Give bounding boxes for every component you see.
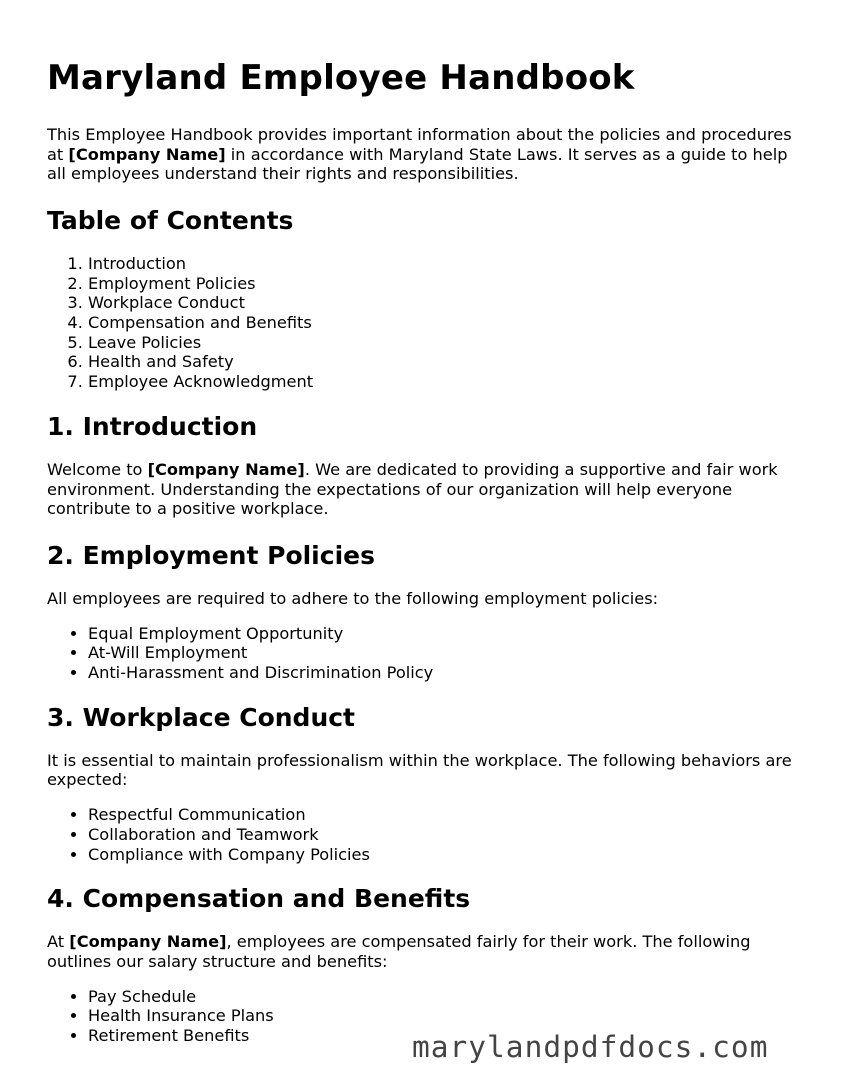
toc-item: 5. Leave Policies [88,333,807,353]
toc-item: 1. Introduction [88,254,807,274]
toc-item: 7. Employee Acknowledgment [88,372,807,392]
introduction-paragraph [47,460,807,519]
toc-item: 3. Workplace Conduct [88,293,807,313]
list-item: • Anti-Harassment and Discrimination Policy [88,663,807,683]
company-name-placeholder: [Company Name] [147,459,305,479]
conduct-paragraph: It is essential to maintain professionalism within the workplace. The following behaviors are expected: [47,750,792,790]
compensation-text-after: , employees are compensated fairly for their work. The following outlines our salary structure and benefits: [47,932,751,971]
toc-heading: Table of Contents [47,205,294,235]
conduct-list [47,805,807,864]
compensation-text-before: At [47,932,70,952]
list-item: • Pay Schedule [88,987,807,1007]
employment-paragraph: All employees are required to adhere to the following employment policies: [47,588,659,608]
watermark: marylandpdfdocs.com [412,1030,769,1064]
list-item: • Equal Employment Opportunity [88,624,807,644]
section-heading-compensation: 4. Compensation and Benefits [47,884,471,914]
page-title: Maryland Employee Handbook [47,58,635,98]
list-item: • At-Will Employment [88,643,807,663]
toc-list [47,254,807,392]
intro-text-before: This Employee Handbook provides important information about the policies and procedures at [47,124,792,164]
introduction-text-after: . We are dedicated to providing a supportive and fair work environment. Understanding the expectations of our organization will help everyone contribute to a positive workplace. [47,459,778,519]
section-heading-employment-policies: 2. Employment Policies [47,540,375,570]
employment-policies-list [47,624,807,683]
section-heading-introduction: 1. Introduction [47,411,258,441]
company-name-placeholder: [Company Name] [68,144,226,164]
intro-text-after: in accordance with Maryland State Laws. It serves as a guide to help all employees understand their rights and responsibilities. [47,144,788,184]
intro-paragraph [47,125,807,184]
introduction-text-before: Welcome to [47,459,148,479]
section-heading-workplace-conduct: 3. Workplace Conduct [47,702,356,732]
document-page [47,58,807,1066]
list-item: • Health Insurance Plans [88,1006,807,1026]
compensation-paragraph [47,932,807,971]
toc-item: 6. Health and Safety [88,352,807,372]
list-item: • Compliance with Company Policies [88,845,807,865]
company-name-placeholder: [Company Name] [69,932,227,952]
list-item: • Retirement Benefits [88,1026,807,1046]
toc-item: 4. Compensation and Benefits [88,313,807,333]
list-item: • Respectful Communication [88,805,807,825]
toc-item: 2. Employment Policies [88,274,807,294]
list-item: • Collaboration and Teamwork [88,825,807,845]
